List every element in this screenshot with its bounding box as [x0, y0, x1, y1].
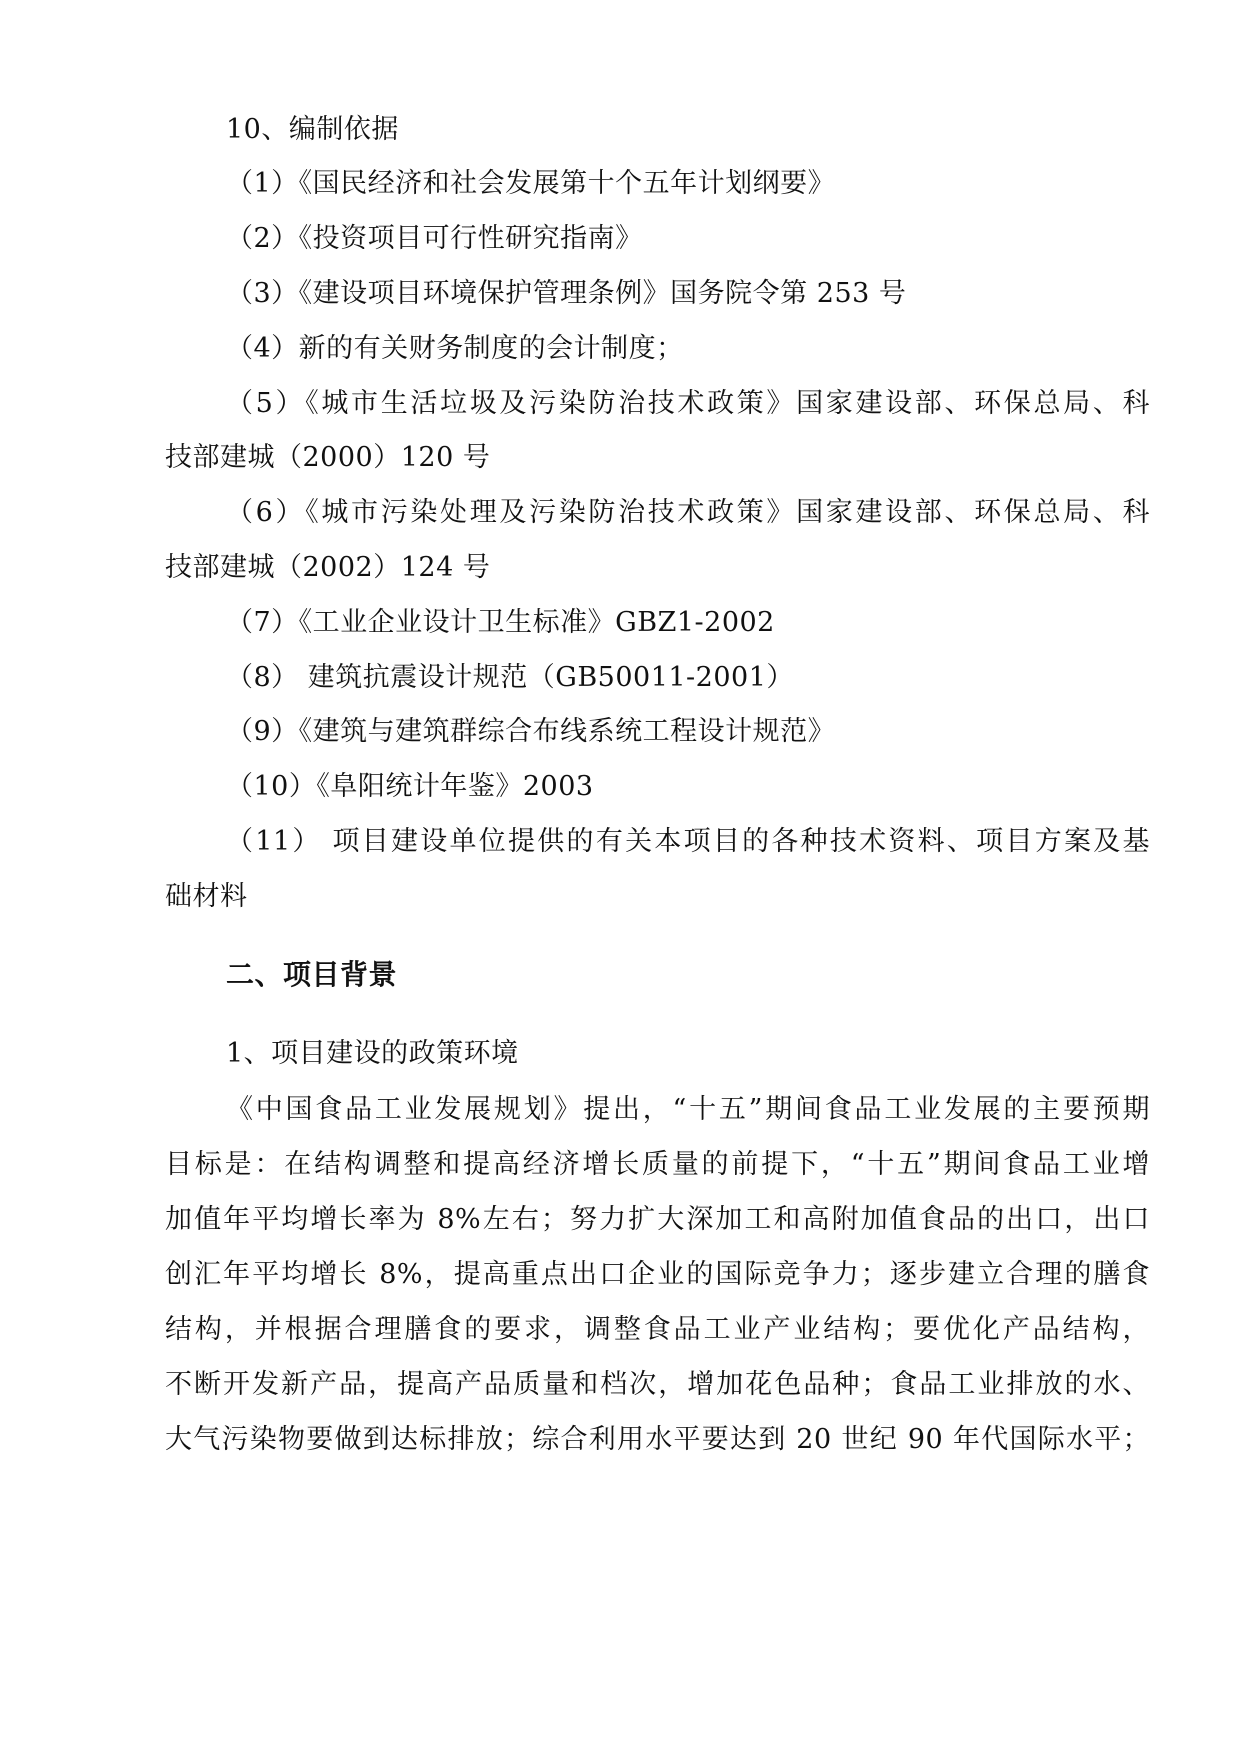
paragraph-line: 《中国食品工业发展规划》提出，“十五”期间食品工业发展的主要预期: [226, 1094, 1150, 1125]
list-item: （7）《工业企业设计卫生标准》GBZ1-2002: [226, 607, 775, 638]
list-item: （8） 建筑抗震设计规范（GB50011-2001）: [226, 662, 794, 693]
list-item-continuation: 础材料: [165, 881, 248, 912]
list-item: （4）新的有关财务制度的会计制度；: [226, 333, 684, 364]
paragraph-line: 目标是：在结构调整和提高经济增长质量的前提下，“十五”期间食品工业增: [165, 1149, 1150, 1180]
paragraph-line: 创汇年平均增长 8%，提高重点出口企业的国际竞争力；逐步建立合理的膳食: [165, 1259, 1150, 1290]
list-item: （10）《阜阳统计年鉴》2003: [226, 771, 594, 802]
list-item-continuation: 技部建城（2000）120 号: [165, 442, 491, 473]
paragraph-line: 大气污染物要做到达标排放；综合利用水平要达到 20 世纪 90 年代国际水平；: [165, 1424, 1150, 1455]
list-item: （9）《建筑与建筑群综合布线系统工程设计规范》: [226, 716, 836, 747]
paragraph-line: 不断开发新产品，提高产品质量和档次，增加花色品种；食品工业排放的水、: [165, 1369, 1150, 1400]
list-item: （6）《城市污染处理及污染防治技术政策》国家建设部、环保总局、科: [226, 497, 1150, 528]
list-item: （2）《投资项目可行性研究指南》: [226, 223, 643, 254]
subsection-title-policy-environment: 1、项目建设的政策环境: [226, 1038, 519, 1069]
list-item: （5）《城市生活垃圾及污染防治技术政策》国家建设部、环保总局、科: [226, 388, 1150, 419]
paragraph-line: 结构，并根据合理膳食的要求，调整食品工业产业结构；要优化产品结构，: [165, 1314, 1150, 1345]
section-heading-project-background: 二、项目背景: [226, 958, 398, 991]
list-item-continuation: 技部建城（2002）124 号: [165, 552, 491, 583]
list-item: （3）《建设项目环境保护管理条例》国务院令第 253 号: [226, 278, 907, 309]
list-item: （11） 项目建设单位提供的有关本项目的各种技术资料、项目方案及基: [226, 826, 1150, 857]
section-title-compilation-basis: 10、编制依据: [226, 114, 399, 145]
list-item: （1）《国民经济和社会发展第十个五年计划纲要》: [226, 168, 836, 199]
paragraph-line: 加值年平均增长率为 8%左右；努力扩大深加工和高附加值食品的出口，出口: [165, 1204, 1150, 1235]
